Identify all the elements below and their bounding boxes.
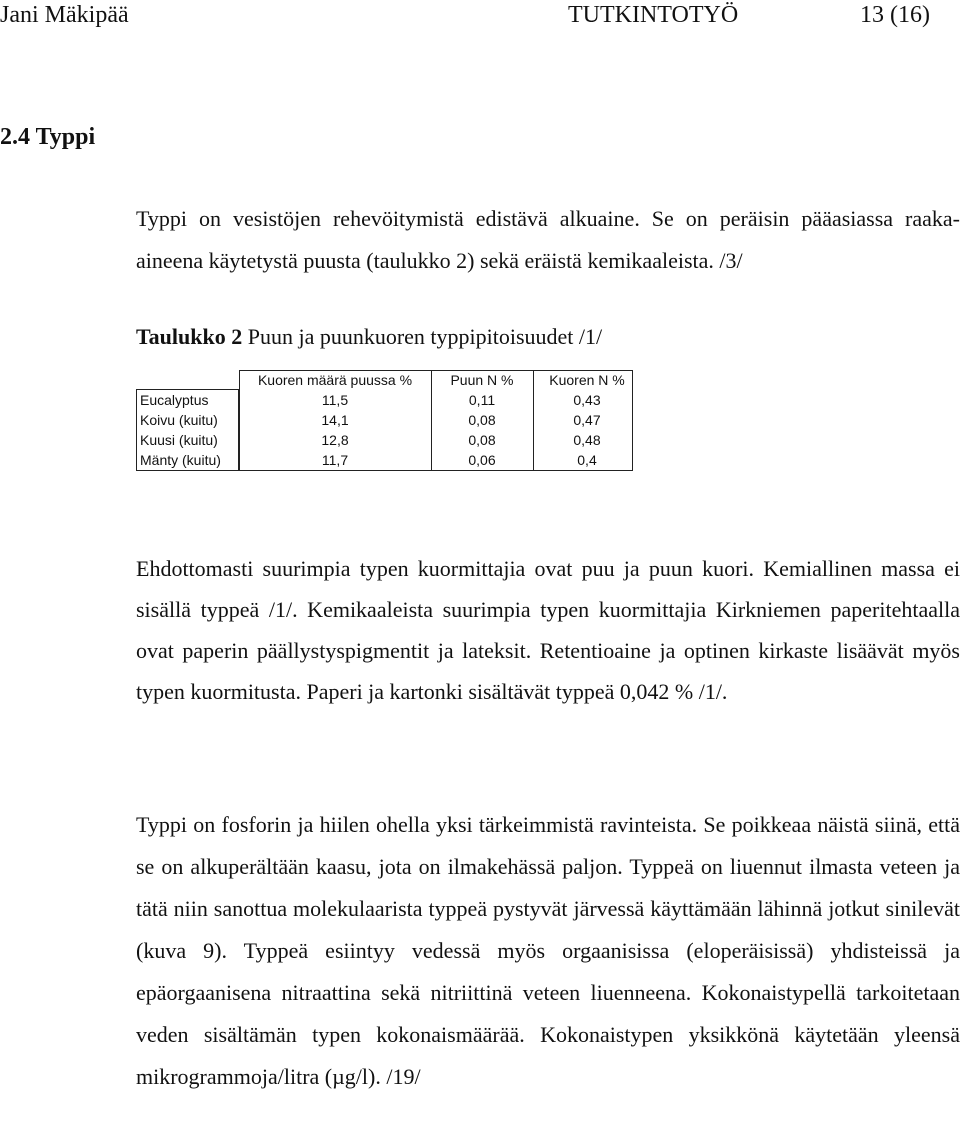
header-page-number: 13 (16) xyxy=(860,2,930,28)
table-cell: 0,08 xyxy=(468,432,496,448)
table-cell: 14,1 xyxy=(321,412,349,428)
table-header-row xyxy=(136,370,640,390)
table-cell: 0,06 xyxy=(468,452,496,468)
table-cell-species: Kuusi (kuitu) xyxy=(140,432,218,448)
table-cell: 0,47 xyxy=(573,412,601,428)
table-column-divider xyxy=(431,370,432,471)
header-author: Jani Mäkipää xyxy=(0,2,129,28)
column-header-bark-share: Kuoren määrä puussa % xyxy=(257,372,413,388)
column-header-wood-n: Puun N % xyxy=(450,372,514,388)
nitrogen-content-table xyxy=(136,370,640,470)
table-row xyxy=(136,410,640,430)
table-cell: 12,8 xyxy=(321,432,349,448)
table-caption-label: Taulukko 2 xyxy=(136,324,243,349)
paragraph-nitrogen-nutrient: Typpi on fosforin ja hiilen ohella yksi tärkeimmistä ravinteista. Se poikkeaa näistä siinä, että se on alkuperältään kaasu, jota on ilmakehässä paljon. Typpeä on liuennut ilmasta veteen ja tätä niin sanottua molekulaarista typpeä pystyvät järvessä käyttämään lähinnä jotkut sinilevät (kuva 9). Typpeä esiintyy vedessä myös orgaanisissa (eloperäisissä) yhdisteissä ja epäorgaanisena nitraattina sekä nitriittinä veteen liuenneena. Kokonaistypellä tarkoitetaan veden sisältämän typen kokonaismäärää. Kokonaistypen yksikkönä käytetään yleensä mikrogrammoja/litra (µg/l). /19/ xyxy=(136,812,960,1089)
table-cell-species: Mänty (kuitu) xyxy=(140,452,221,468)
table-cell: 11,5 xyxy=(321,392,349,408)
table-cell: 11,7 xyxy=(321,452,349,468)
page-header xyxy=(0,2,960,38)
table-cell-species: Koivu (kuitu) xyxy=(140,412,218,428)
table-cell: 0,43 xyxy=(573,392,601,408)
table-row xyxy=(136,390,640,410)
column-header-bark-n: Kuoren N % xyxy=(549,372,625,388)
table-column-divider xyxy=(533,370,534,471)
table-cell-species: Eucalyptus xyxy=(140,392,209,408)
table-cell: 0,08 xyxy=(468,412,496,428)
paragraph-load-sources: Ehdottomasti suurimpia typen kuormittajia ovat puu ja puun kuori. Kemiallinen massa ei sisällä typpeä /1/. Kemikaaleista suurimpia typen kuormittajia Kirkniemen paperitehtaalla ovat paperin päällystyspigmentit ja lateksit. Retentioaine ja optinen kirkaste lisäävät myös typen kuormitusta. Paperi ja kartonki sisältävät typpeä 0,042 % /1/. xyxy=(136,556,960,704)
header-document-title: TUTKINTOTYÖ xyxy=(568,2,739,28)
table-row xyxy=(136,430,640,450)
paragraph-intro: Typpi on vesistöjen rehevöitymistä edistävä alkuaine. Se on peräisin pääasiassa raaka-aineena käytetystä puusta (taulukko 2) sekä eräistä kemikaaleista. /3/ xyxy=(136,206,960,273)
table-row xyxy=(136,450,640,470)
section-heading: 2.4 Typpi xyxy=(0,124,96,150)
table-cell: 0,48 xyxy=(573,432,601,448)
table-cell: 0,4 xyxy=(577,452,597,468)
table-caption xyxy=(136,324,602,350)
table-cell: 0,11 xyxy=(468,392,496,408)
table-caption-text: Puun ja puunkuoren typpipitoisuudet /1/ xyxy=(247,324,603,349)
column-header-species xyxy=(136,370,240,390)
